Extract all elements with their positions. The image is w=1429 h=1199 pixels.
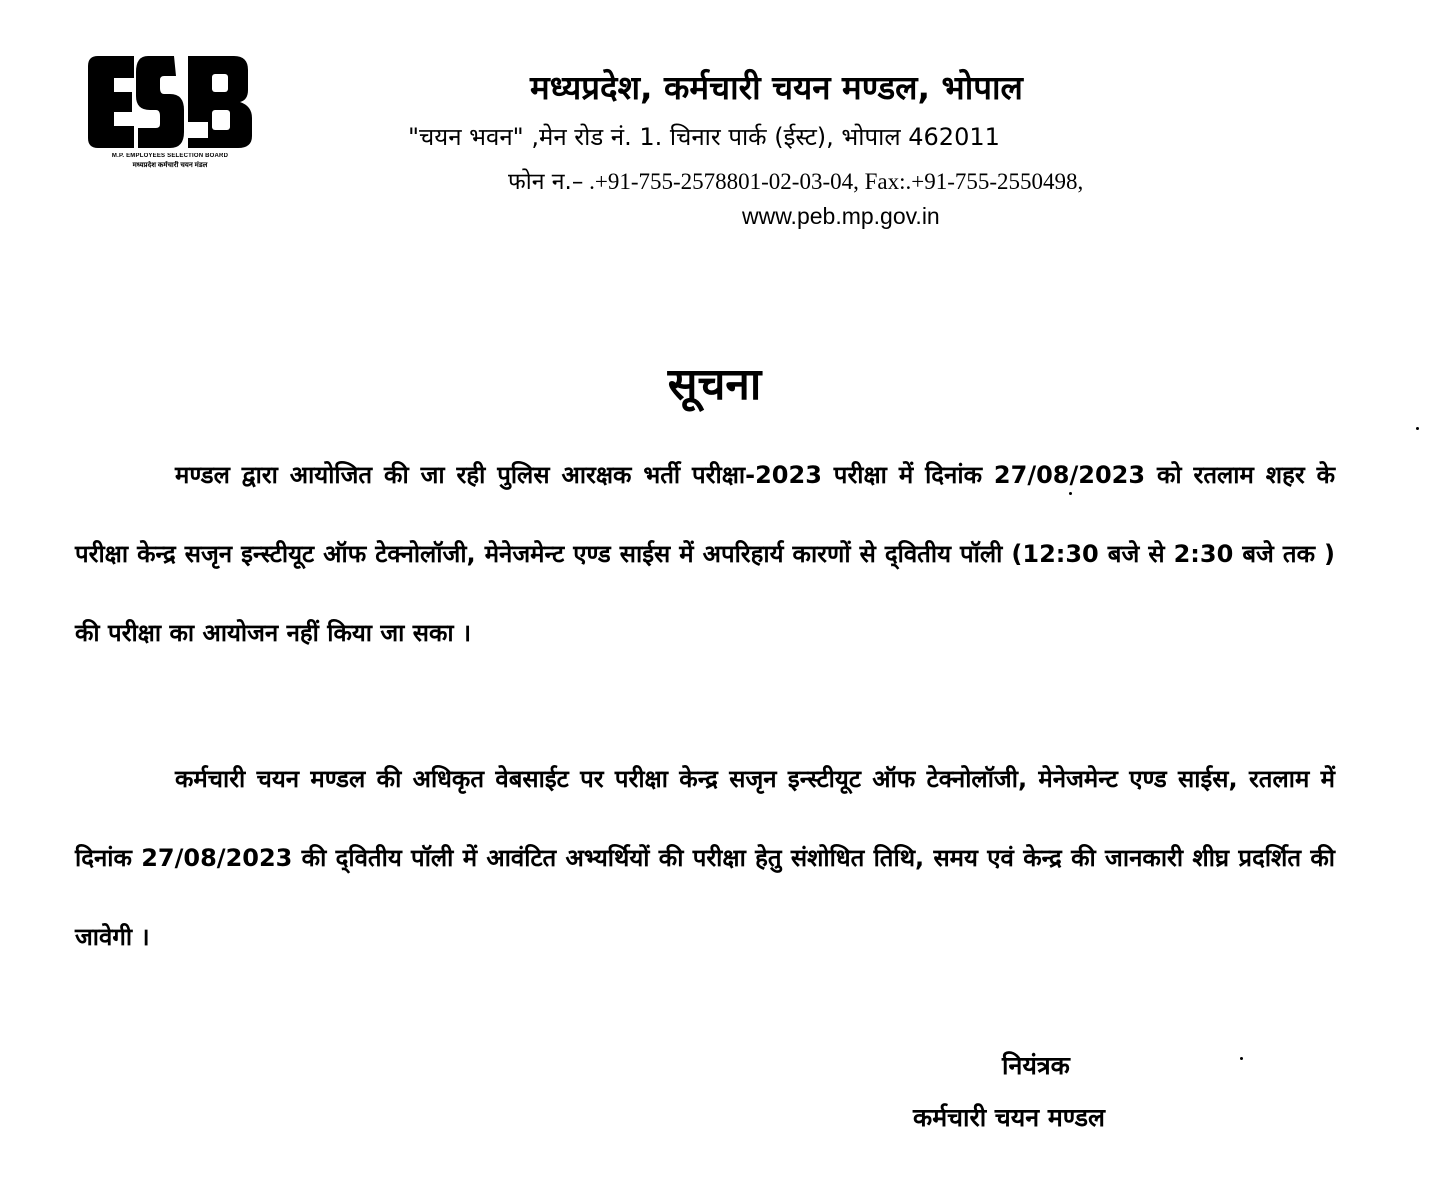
notice-title: सूचना [667, 359, 762, 410]
scan-speck [1416, 427, 1419, 430]
organization-address: "चयन भवन" ,मेन रोड नं. 1. चिनार पार्क (ईस्ट), भोपाल 462011 [408, 123, 1000, 151]
logo-caption-english: M.P. EMPLOYEES SELECTION BOARD [111, 153, 229, 159]
logo-letter-s [136, 56, 184, 148]
signatory-designation: नियंत्रक [1002, 1051, 1070, 1080]
organization-website: www.peb.mp.gov.in [742, 203, 940, 229]
notice-paragraph-2: कर्मचारी चयन मण्डल की अधिकृत वेबसाईट पर परीक्षा केन्द्र सजृन इन्स्टीयूट ऑफ टेक्नोलॉजी, मेनेजमेन्ट एण्ड साईस, रतलाम में दिनांक 27/08/2023 की द्‌वितीय पॉली में आवंटित अभ्यर्थियों की परीक्षा हेतु संशोधित तिथि, समय एवं केन्द्र की जानकारी शीघ्र प्रदर्शित की जावेगी । [75, 765, 1335, 951]
organization-name: मध्यप्रदेश, कर्मचारी चयन मण्डल, भोपाल [530, 68, 1023, 107]
esb-logo [84, 52, 256, 176]
signatory-office: कर्मचारी चयन मण्डल [913, 1103, 1106, 1132]
esb-logo-mark [84, 52, 256, 152]
phone-fax-numbers: .+91-755-2578801-02-03-04, Fax:.+91-755-2550498, [583, 169, 1084, 194]
notice-paragraph-1: मण्डल द्वारा आयोजित की जा रही पुलिस आरक्षक भर्ती परीक्षा-2023 परीक्षा में दिनांक 27/08/2023 को रतलाम शहर के परीक्षा केन्द्र सजृन इन्स्टीयूट ऑफ टेक्नोलॉजी, मेनेजमेन्ट एण्ड साईस में अपरिहार्य कारणों से द्‌वितीय पॉली (12:30 बजे से 2:30 बजे तक ) की परीक्षा का आयोजन नहीं किया जा सका । [75, 461, 1335, 647]
phone-label: फोन न.– [508, 169, 584, 195]
scan-speck [1069, 492, 1072, 495]
logo-caption-hindi: मध्यप्रदेश कर्मचारी चयन मंडल [132, 162, 208, 169]
scan-speck [1240, 1057, 1243, 1060]
organization-contact [508, 164, 1083, 196]
logo-letter-e [88, 56, 134, 148]
